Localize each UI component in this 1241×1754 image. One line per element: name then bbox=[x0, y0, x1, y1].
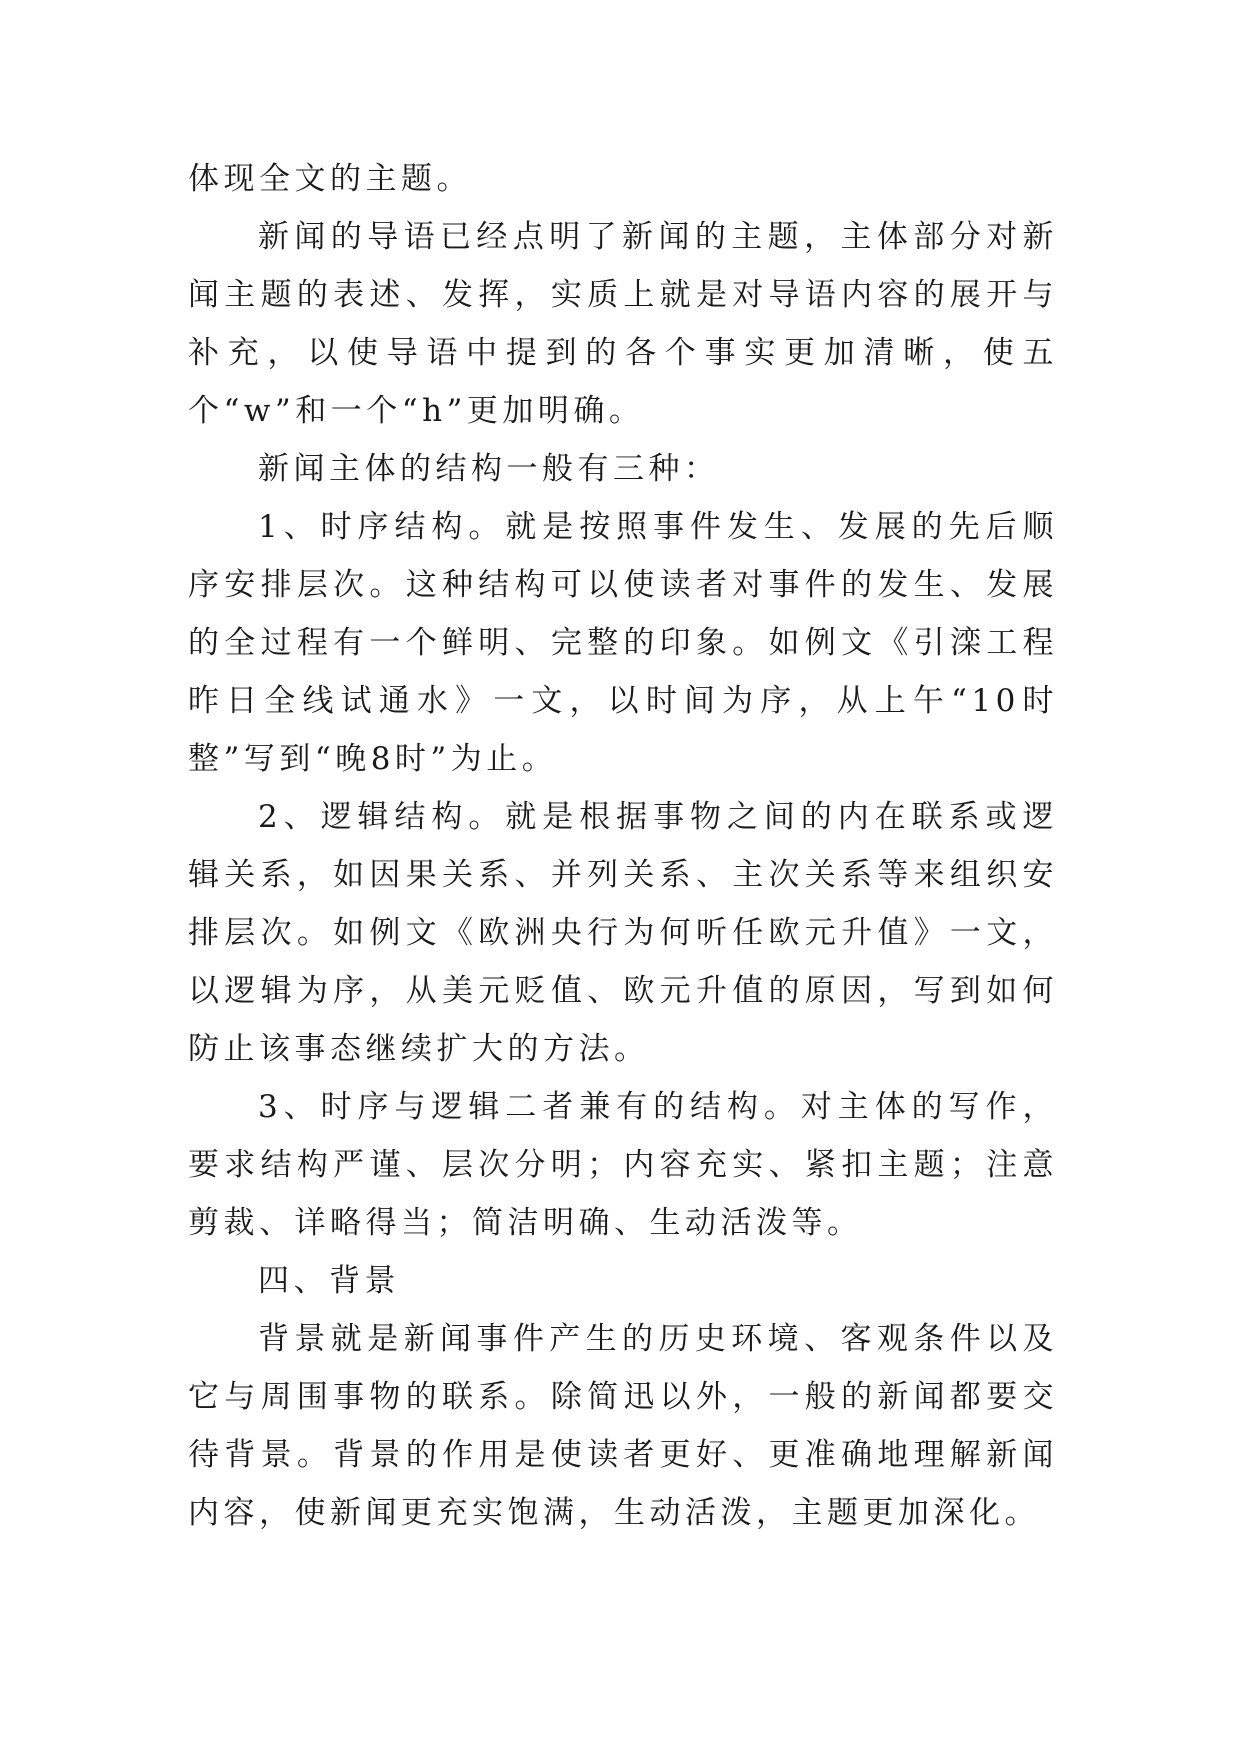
paragraph-continuation: 体现全文的主题。 bbox=[188, 161, 472, 197]
paragraph-chronological-structure: 1、时序结构。就是按照事件发生、发展的先后顺序安排层次。这种结构可以使读者对事件的发生、发展的全过程有一个鲜明、完整的印象。如例文《引滦工程昨日全线试通水》一文，以时间为序，从上午“10时整”写到“晚8时”为止。 bbox=[188, 509, 1058, 777]
paragraph-lead-explanation: 新闻的导语已经点明了新闻的主题，主体部分对新闻主题的表述、发挥，实质上就是对导语内容的展开与补充，以使导语中提到的各个事实更加清晰，使五个“w”和一个“h”更加明确。 bbox=[188, 219, 1058, 429]
paragraph-combined-structure: 3、时序与逻辑二者兼有的结构。对主体的写作，要求结构严谨、层次分明；内容充实、紧扣主题；注意剪裁、详略得当；简洁明确、生动活泼等。 bbox=[188, 1089, 1058, 1241]
document-body bbox=[188, 150, 1058, 1542]
paragraph-background: 背景就是新闻事件产生的历史环境、客观条件以及它与周围事物的联系。除简迅以外，一般的新闻都要交待背景。背景的作用是使读者更好、更准确地理解新闻内容，使新闻更充实饱满，生动活泼，主题更加深化。 bbox=[188, 1321, 1058, 1531]
paragraph-logical-structure: 2、逻辑结构。就是根据事物之间的内在联系或逻辑关系，如因果关系、并列关系、主次关系等来组织安排层次。如例文《欧洲央行为何听任欧元升值》一文，以逻辑为序，从美元贬值、欧元升值的原因，写到如何防止该事态继续扩大的方法。 bbox=[188, 799, 1058, 1067]
section-heading-background: 四、背景 bbox=[258, 1263, 400, 1299]
paragraph-structure-intro: 新闻主体的结构一般有三种： bbox=[258, 451, 720, 487]
